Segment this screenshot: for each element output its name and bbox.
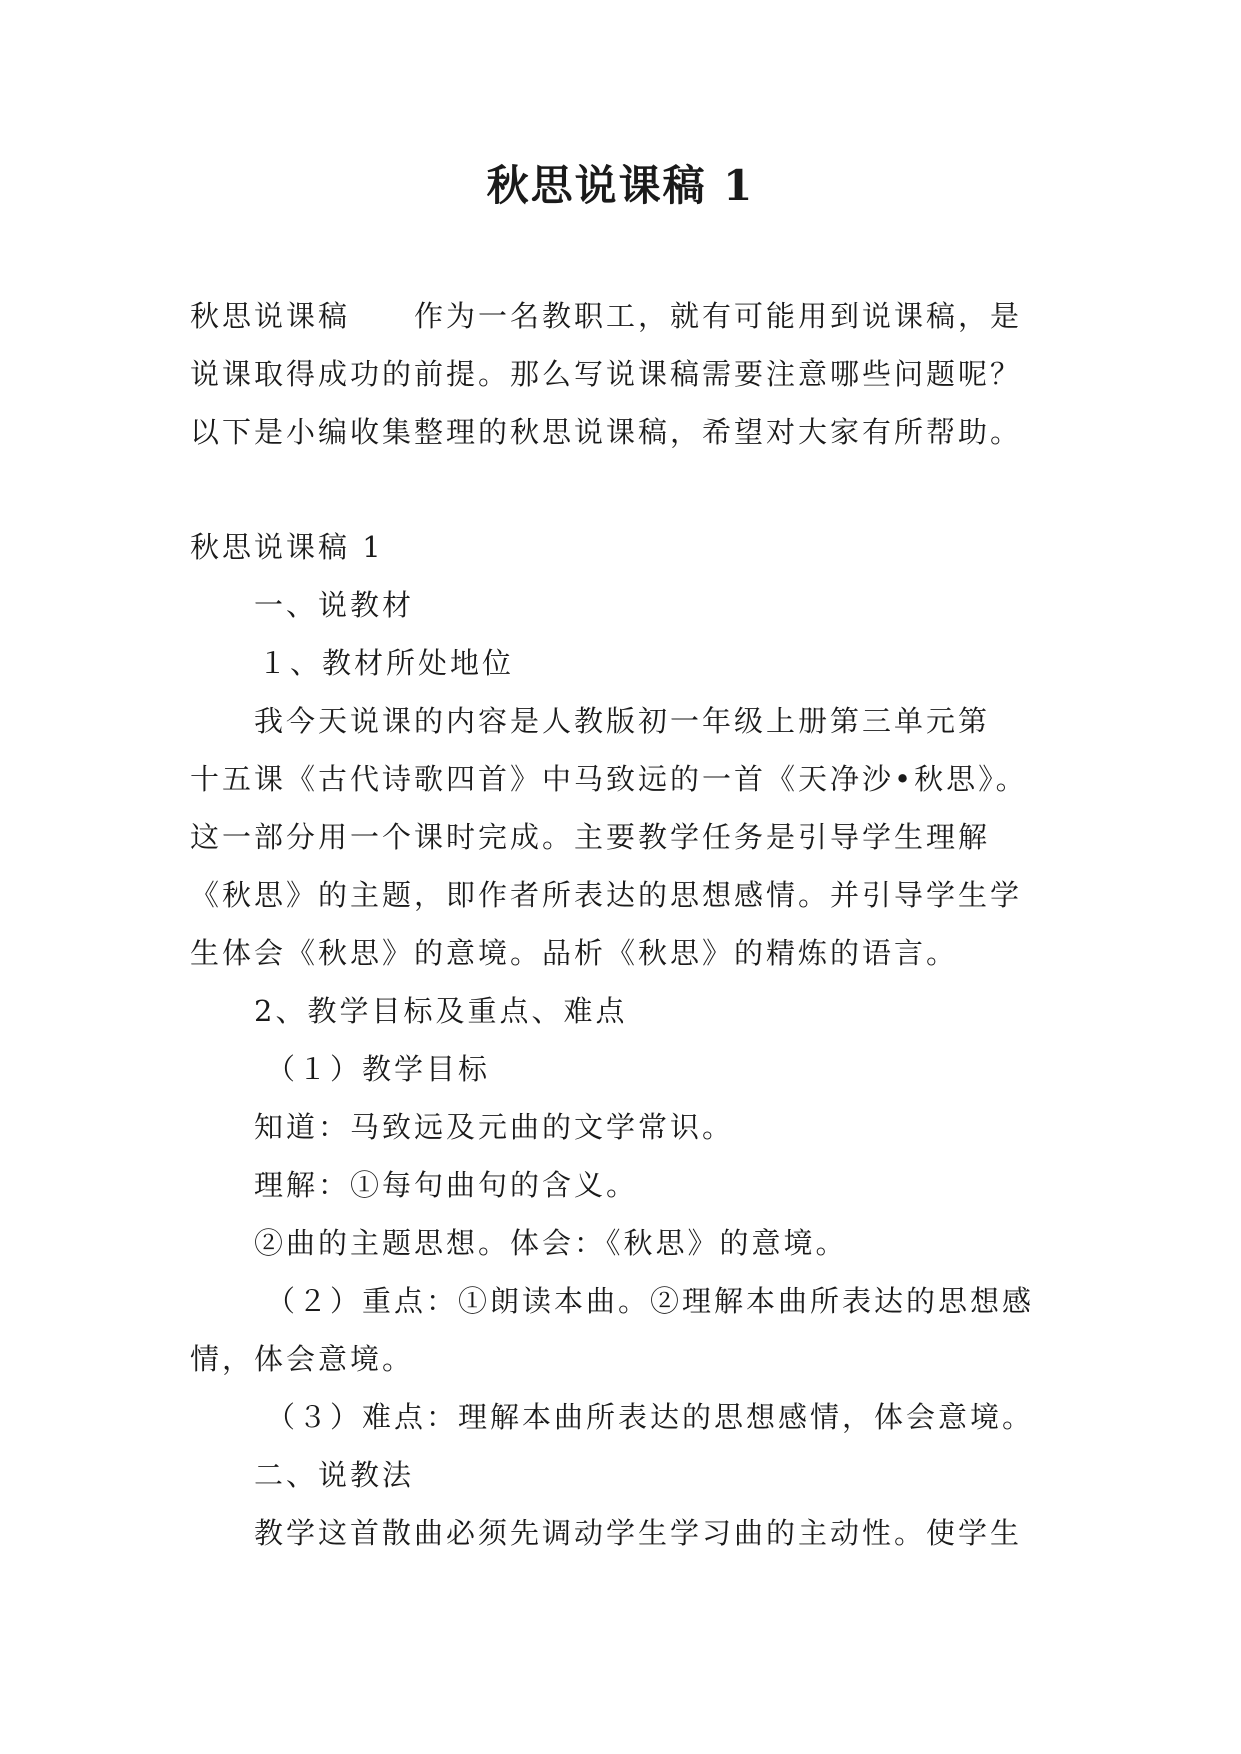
subheading-goals: 2、教学目标及重点、难点 bbox=[254, 994, 628, 1028]
intro-lead: 秋思说课稿 bbox=[190, 299, 351, 333]
text-line: 我今天说课的内容是人教版初一年级上册第三单元第 bbox=[254, 704, 991, 738]
text-line: 十五课《古代诗歌四首》中马致远的一首《天净沙•秋思》。 bbox=[190, 762, 1028, 796]
text-line: ②曲的主题思想。体会：《秋思》的意境。 bbox=[254, 1226, 848, 1260]
text-line: 《秋思》的主题，即作者所表达的思想感情。并引导学生学 bbox=[190, 878, 1023, 912]
intro-line-3: 以下是小编收集整理的秋思说课稿，希望对大家有所帮助。 bbox=[190, 415, 1023, 449]
intro-line-1-text: 作为一名教职工，就有可能用到说课稿，是 bbox=[414, 299, 1023, 333]
text-line: 这一部分用一个课时完成。主要教学任务是引导学生理解 bbox=[190, 820, 991, 854]
text-line: 生体会《秋思》的意境。品析《秋思》的精炼的语言。 bbox=[190, 936, 959, 970]
text-line: 情，体会意境。 bbox=[190, 1342, 415, 1376]
text-line: 知道：马致远及元曲的文学常识。 bbox=[254, 1110, 735, 1144]
subheading-material-position: １、教材所处地位 bbox=[258, 646, 515, 680]
section-heading: 秋思说课稿 1 bbox=[190, 530, 384, 564]
list-item: （１）教学目标 bbox=[266, 1052, 491, 1086]
document-title: 秋思说课稿 1 bbox=[486, 161, 755, 210]
part-heading-teaching-material: 一、说教材 bbox=[254, 588, 415, 622]
list-item: （２）重点：①朗读本曲。②理解本曲所表达的思想感 bbox=[266, 1284, 1035, 1318]
intro-line-2: 说课取得成功的前提。那么写说课稿需要注意哪些问题呢？ bbox=[190, 357, 1023, 391]
part-heading-teaching-method: 二、说教法 bbox=[254, 1458, 415, 1492]
intro-paragraph bbox=[190, 287, 1070, 461]
text-line: 教学这首散曲必须先调动学生学习曲的主动性。使学生 bbox=[254, 1516, 1023, 1550]
list-item: （３）难点：理解本曲所表达的思想感情，体会意境。 bbox=[266, 1400, 1035, 1434]
document-body bbox=[190, 518, 1070, 1562]
text-line: 理解：①每句曲句的含义。 bbox=[254, 1168, 639, 1202]
intro-line-1 bbox=[190, 287, 1070, 345]
